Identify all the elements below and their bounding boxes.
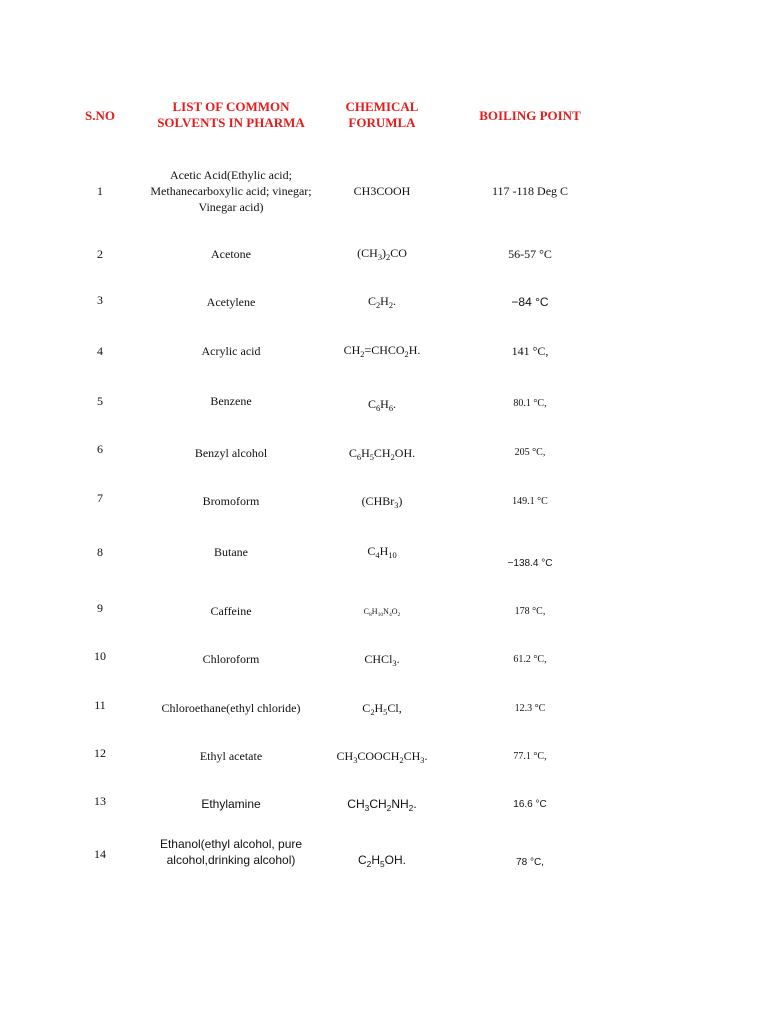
row-5-formula: $C_6H_6$. [367,397,397,413]
row-6-name: Benzyl alcohol [194,446,268,460]
row-1-boiling-point: 117 -118 Deg C [491,184,569,198]
row-1-formula: CH3COOH [353,184,411,198]
row-7-name: Bromoform [202,494,260,508]
row-11-boiling-point: 12.3 °C [514,703,546,714]
row-9-formula: $C_8H_{10}N_4O_2$ [363,607,401,618]
row-8-sno: 8 [97,545,103,559]
header-boiling-point: BOILING POINT [479,108,581,123]
row-7-formula: (CHBr$_3$) [361,494,403,510]
row-9-boiling-point: 178 °C, [514,606,546,617]
row-14-boiling-point: 78 °C, [516,857,544,868]
row-13-boiling-point: 16.6 °C [513,799,547,810]
row-5-boiling-point: 80.1 °C, [513,398,547,409]
row-14-sno: 14 [94,847,106,861]
row-4-boiling-point: 141 °C, [511,344,549,358]
row-10-sno: 10 [94,649,106,663]
row-12-name: Ethyl acetate [199,749,263,763]
row-3-sno: 3 [97,293,103,307]
row-2-name: Acetone [211,247,251,261]
row-6-formula: $C_6H_5CH_2OH$. [348,446,416,462]
row-10-name: Chloroform [202,652,260,666]
row-6-boiling-point: 205 °C, [514,447,546,458]
row-2-boiling-point: 56-57 °C [508,247,552,261]
header-solvents: LIST OF COMMON SOLVENTS IN PHARMA [157,99,305,130]
row-4-formula: $CH_2=CHCO_2H$. [343,343,421,359]
row-5-name: Benzene [210,394,252,408]
row-12-boiling-point: 77.1 °C, [513,751,547,762]
row-1-name: Acetic Acid(Ethylic acid; Methanecarboxylic acid; vinegar; Vinegar acid) [150,168,312,214]
row-2-formula: $(CH_3)_2CO$ [357,246,407,262]
row-11-sno: 11 [94,698,106,712]
row-4-name: Acrylic acid [201,344,261,358]
row-1-sno: 1 [97,184,103,198]
row-14-formula: $C_2H_5OH$. [357,853,407,869]
row-10-formula: CHCl$_3$. [364,652,400,668]
row-7-boiling-point: 149.1 °C [512,496,548,507]
row-8-name: Butane [214,545,248,559]
row-14-name: Ethanol(ethyl alcohol, pure alcohol,drinking alcohol) [159,837,303,867]
row-6-sno: 6 [97,442,103,456]
row-10-boiling-point: 61.2 °C, [513,654,547,665]
row-13-name: Ethylamine [201,797,261,811]
row-5-sno: 5 [97,394,103,408]
row-8-formula: $C_4H_{10}$ [367,544,397,560]
row-9-name: Caffeine [210,604,252,618]
header-sno: S.NO [85,108,115,123]
row-11-formula: $C_2H_5Cl$, [362,701,402,717]
row-3-name: Acetylene [206,295,256,309]
row-7-sno: 7 [97,491,103,505]
row-12-sno: 12 [94,746,106,760]
header-formula: CHEMICAL FORUMLA [345,99,419,130]
row-13-formula: $CH_3CH_2NH_2$. [347,797,417,813]
row-3-formula: $C_2H_2$. [367,294,397,310]
row-13-sno: 13 [94,794,106,808]
row-3-boiling-point: −84 °C [511,295,549,309]
row-4-sno: 4 [97,344,103,358]
row-9-sno: 9 [97,601,103,615]
row-11-name: Chloroethane(ethyl chloride) [161,701,301,715]
row-8-boiling-point: −138.4 °C [507,558,553,569]
row-2-sno: 2 [97,247,103,261]
row-12-formula: $CH_3COOCH_2CH_3$. [336,749,428,765]
